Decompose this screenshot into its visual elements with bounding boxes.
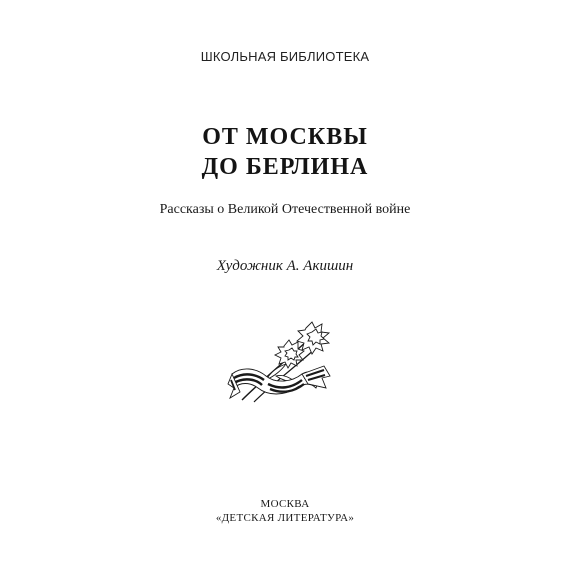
book-title-line-2: ДО БЕРЛИНА	[201, 154, 369, 180]
publisher-name: «ДЕТСКАЯ ЛИТЕРАТУРА»	[215, 512, 355, 524]
series-name: ШКОЛЬНАЯ БИБЛИОТЕКА	[200, 49, 370, 64]
book-title-line-1: ОТ МОСКВЫ	[202, 124, 368, 150]
book-title	[0, 122, 570, 182]
carnation-with-st-george-ribbon-icon	[226, 318, 342, 404]
publisher-imprint	[0, 497, 570, 525]
book-subtitle: Рассказы о Великой Отечественной войне	[159, 202, 411, 217]
illustrator-credit: Художник А. Акишин	[216, 258, 354, 274]
publisher-city: МОСКВА	[260, 498, 310, 510]
